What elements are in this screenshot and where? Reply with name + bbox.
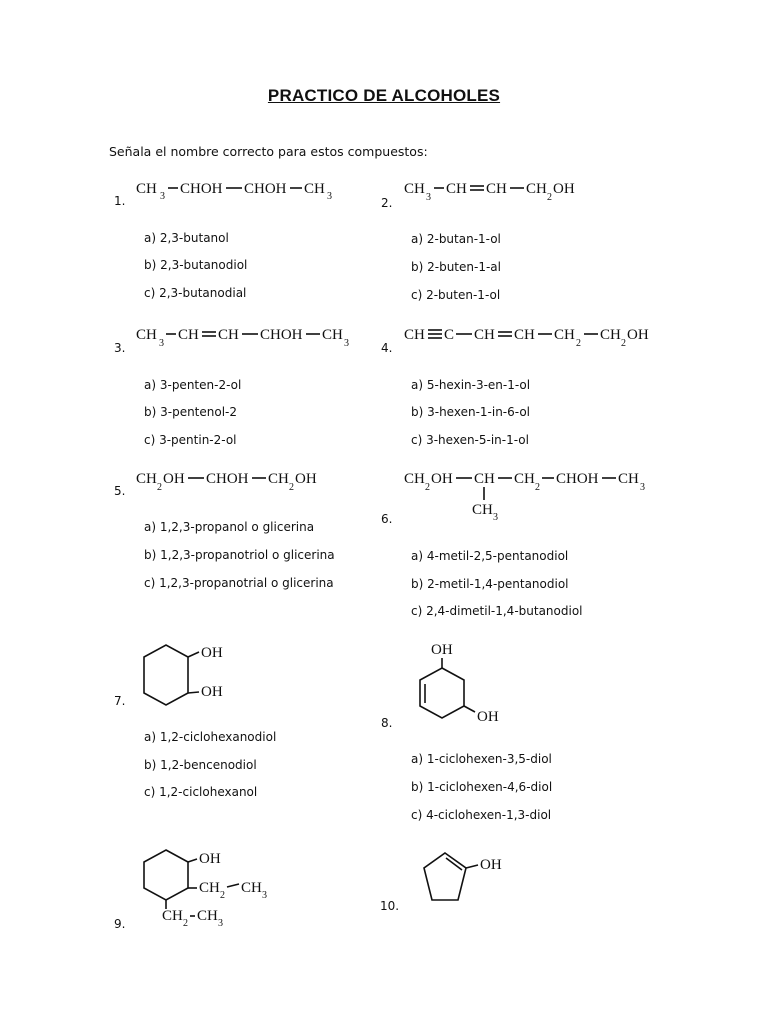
svg-text:CH: CH (136, 181, 157, 197)
question-number: 8. (381, 716, 393, 730)
svg-text:OH: OH (553, 181, 575, 197)
svg-text:CH: CH (618, 471, 639, 487)
svg-text:2: 2 (547, 192, 552, 203)
structure-10 (412, 845, 522, 910)
question-number: 2. (381, 196, 393, 210)
option-1a[interactable]: a) 2,3-butanol (144, 231, 229, 245)
svg-text:2: 2 (425, 482, 430, 493)
option-4c[interactable]: c) 3-hexen-5-in-1-ol (411, 433, 529, 447)
svg-text:CH: CH (472, 502, 493, 518)
svg-text:OH: OH (295, 471, 317, 487)
svg-text:CH: CH (514, 471, 535, 487)
question-number: 1. (114, 194, 126, 208)
svg-text:CH: CH (268, 471, 289, 487)
option-1c[interactable]: c) 2,3-butanodial (144, 286, 247, 300)
svg-text:3: 3 (160, 191, 165, 202)
svg-text:CH: CH (526, 181, 547, 197)
option-6a[interactable]: a) 4-metil-2,5-pentanodiol (411, 549, 569, 563)
option-2a[interactable]: a) 2-butan-1-ol (411, 232, 501, 246)
question-number: 5. (114, 484, 126, 498)
svg-text:3: 3 (493, 512, 498, 523)
option-6c[interactable]: c) 2,4-dimetil-1,4-butanodiol (411, 604, 583, 618)
svg-text:CH: CH (514, 327, 535, 343)
svg-text:OH: OH (480, 857, 502, 873)
svg-text:CH: CH (404, 471, 425, 487)
question-number: 6. (381, 512, 393, 526)
option-3a[interactable]: a) 3-penten-2-ol (144, 378, 242, 392)
svg-text:2: 2 (183, 918, 188, 929)
svg-text:CH: CH (304, 181, 325, 197)
question-number: 9. (114, 917, 126, 931)
svg-text:3: 3 (344, 338, 349, 349)
svg-text:CH: CH (474, 471, 495, 487)
svg-text:2: 2 (621, 338, 626, 349)
svg-text:CH: CH (474, 327, 495, 343)
svg-text:CHOH: CHOH (260, 327, 303, 343)
option-8a[interactable]: a) 1-ciclohexen-3,5-diol (411, 752, 552, 766)
svg-text:CH: CH (404, 327, 425, 343)
option-5b[interactable]: b) 1,2,3-propanotriol o glicerina (144, 548, 335, 562)
option-8c[interactable]: c) 4-ciclohexen-1,3-diol (411, 808, 552, 822)
svg-text:CH: CH (162, 908, 183, 924)
structure-7 (135, 640, 245, 710)
svg-text:OH: OH (201, 645, 223, 661)
structure-3 (132, 322, 362, 350)
option-5c[interactable]: c) 1,2,3-propanotrial o glicerina (144, 576, 334, 590)
svg-text:CH: CH (136, 471, 157, 487)
option-2c[interactable]: c) 2-buten-1-ol (411, 288, 501, 302)
svg-text:3: 3 (262, 890, 267, 901)
svg-text:3: 3 (159, 338, 164, 349)
svg-text:CH: CH (197, 908, 218, 924)
question-number: 3. (114, 341, 126, 355)
svg-text:3: 3 (327, 191, 332, 202)
svg-text:2: 2 (576, 338, 581, 349)
svg-text:OH: OH (201, 684, 223, 700)
svg-text:OH: OH (163, 471, 185, 487)
svg-text:OH: OH (477, 709, 499, 725)
svg-text:CH: CH (404, 181, 425, 197)
structure-2 (400, 176, 590, 204)
svg-text:2: 2 (157, 482, 162, 493)
question-number: 7. (114, 694, 126, 708)
svg-text:3: 3 (640, 482, 645, 493)
svg-text:CH: CH (322, 327, 343, 343)
option-1b[interactable]: b) 2,3-butanodiol (144, 258, 248, 272)
structure-9 (135, 845, 275, 930)
structure-8 (405, 638, 515, 728)
option-5a[interactable]: a) 1,2,3-propanol o glicerina (144, 520, 315, 534)
svg-text:OH: OH (431, 642, 453, 658)
svg-text:CH: CH (199, 880, 220, 896)
svg-text:OH: OH (627, 327, 649, 343)
structure-6 (400, 466, 670, 524)
svg-text:2: 2 (220, 890, 225, 901)
page-title: PRACTICO DE ALCOHOLES (267, 86, 501, 105)
svg-text:2: 2 (535, 482, 540, 493)
option-7a[interactable]: a) 1,2-ciclohexanodiol (144, 730, 277, 744)
question-number: 10. (380, 899, 400, 913)
question-number: 4. (381, 341, 393, 355)
option-6b[interactable]: b) 2-metil-1,4-pentanodiol (411, 577, 569, 591)
svg-text:CH: CH (241, 880, 262, 896)
instructions: Señala el nombre correcto para estos compuestos: (109, 144, 428, 159)
svg-text:2: 2 (289, 482, 294, 493)
svg-text:OH: OH (431, 471, 453, 487)
option-7b[interactable]: b) 1,2-bencenodiol (144, 758, 257, 772)
option-3b[interactable]: b) 3-pentenol-2 (144, 405, 238, 419)
svg-text:CH: CH (136, 327, 157, 343)
svg-text:CH: CH (446, 181, 467, 197)
svg-text:C: C (444, 327, 455, 343)
option-8b[interactable]: b) 1-ciclohexen-4,6-diol (411, 780, 553, 794)
option-4b[interactable]: b) 3-hexen-1-in-6-ol (411, 405, 531, 419)
option-3c[interactable]: c) 3-pentin-2-ol (144, 433, 237, 447)
option-4a[interactable]: a) 5-hexin-3-en-1-ol (411, 378, 531, 392)
svg-text:3: 3 (426, 192, 431, 203)
svg-text:CHOH: CHOH (244, 181, 287, 197)
svg-text:CH: CH (486, 181, 507, 197)
option-7c[interactable]: c) 1,2-ciclohexanol (144, 785, 258, 799)
structure-4 (400, 322, 670, 350)
svg-text:CH: CH (218, 327, 239, 343)
svg-text:CH: CH (600, 327, 621, 343)
structure-5 (132, 466, 332, 494)
svg-text:CHOH: CHOH (180, 181, 223, 197)
svg-text:CHOH: CHOH (556, 471, 599, 487)
svg-text:CH: CH (178, 327, 199, 343)
svg-text:3: 3 (218, 918, 223, 929)
svg-text:CH: CH (554, 327, 575, 343)
option-2b[interactable]: b) 2-buten-1-al (411, 260, 501, 274)
svg-text:CHOH: CHOH (206, 471, 249, 487)
svg-text:OH: OH (199, 851, 221, 867)
structure-1 (130, 176, 350, 204)
